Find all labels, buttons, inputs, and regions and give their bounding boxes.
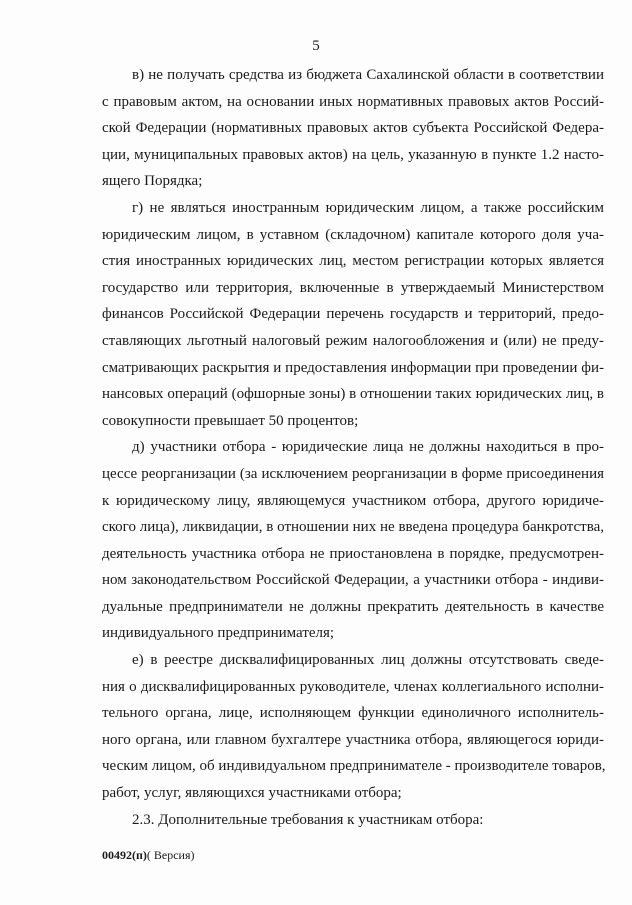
paragraph-e xyxy=(102,647,604,807)
text-line: ного органа, или главном бухгалтере участника отбора, являющегося юриди- xyxy=(102,731,604,748)
paragraph-v xyxy=(102,62,604,195)
text-line: ского лица), ликвидации, в отношении них не введена процедура банкротства, xyxy=(102,519,604,536)
page-number: 5 xyxy=(312,38,320,54)
text-line: к юридическому лицу, являющемуся участником отбора, другого юридиче- xyxy=(102,492,604,509)
text-line: ции, муниципальных правовых актов) на цель, указанную в пункте 1.2 насто- xyxy=(102,146,604,163)
text-line: с правовым актом, на основании иных нормативных правовых актов Россий- xyxy=(102,93,604,110)
text-line: ния о дисквалифицированных руководителе, членах коллегиального исполни- xyxy=(102,678,604,695)
text-line: стия иностранных юридических лиц, местом регистрации которых является xyxy=(102,253,604,270)
text-line: е) в реестре дисквалифицированных лиц должны отсутствовать сведе- xyxy=(132,652,604,669)
text-line: г) не являться иностранным юридическим лицом, а также российским xyxy=(132,199,604,216)
text-line: работ, услуг, являющихся участниками отбора; xyxy=(102,785,402,802)
paragraph-2-3 xyxy=(102,807,604,834)
footer-code: 00492(п) xyxy=(102,848,147,862)
text-line: индивидуального предпринимателя; xyxy=(102,625,335,642)
text-line: деятельность участника отбора не приостановлена в порядке, предусмотрен- xyxy=(102,545,604,562)
paragraph-d xyxy=(102,434,604,647)
text-line: ческим лицом, об индивидуальном предпринимателе - производителе товаров, xyxy=(102,758,606,775)
text-line: в) не получать средства из бюджета Сахалинской области в соответствии xyxy=(132,67,604,83)
footer-version: ( Версия) xyxy=(146,848,195,862)
text-line: д) участники отбора - юридические лица не должны находиться в про- xyxy=(132,439,604,456)
text-line: ской Федерации (нормативных правовых актов субъекта Российской Федера- xyxy=(102,120,604,137)
text-line: сматривающих раскрытия и предоставления информации при проведении фи- xyxy=(102,359,604,376)
text-line: цессе реорганизации (за исключением реорганизации в форме присоединения xyxy=(102,465,604,482)
text-line: ставляющих льготный налоговый режим налогообложения и (или) не преду- xyxy=(102,332,604,349)
footer-doc-id xyxy=(102,847,195,863)
document-body xyxy=(102,62,604,833)
text-line: финансов Российской Федерации перечень государств и территорий, предо- xyxy=(102,306,604,323)
text-line: тельного органа, лице, исполняющем функции единоличного исполнитель- xyxy=(102,705,604,722)
text-line: 2.3. Дополнительные требования к участникам отбора: xyxy=(132,811,484,828)
paragraph-g xyxy=(102,195,604,434)
text-line: ящего Порядка; xyxy=(102,173,203,190)
text-line: государство или территория, включенные в утверждаемый Министерством xyxy=(102,279,604,296)
text-line: дуальные предприниматели не должны прекратить деятельность в качестве xyxy=(102,598,604,615)
text-line: юридическим лицом, в уставном (складочном) капитале которого доля уча- xyxy=(102,226,604,243)
text-line: нансовых операций (офшорные зоны) в отношении таких юридических лиц, в xyxy=(102,386,604,403)
text-line: ном законодательством Российской Федерации, а участники отбора - индиви- xyxy=(102,572,604,589)
text-line: совокупности превышает 50 процентов; xyxy=(102,412,359,429)
